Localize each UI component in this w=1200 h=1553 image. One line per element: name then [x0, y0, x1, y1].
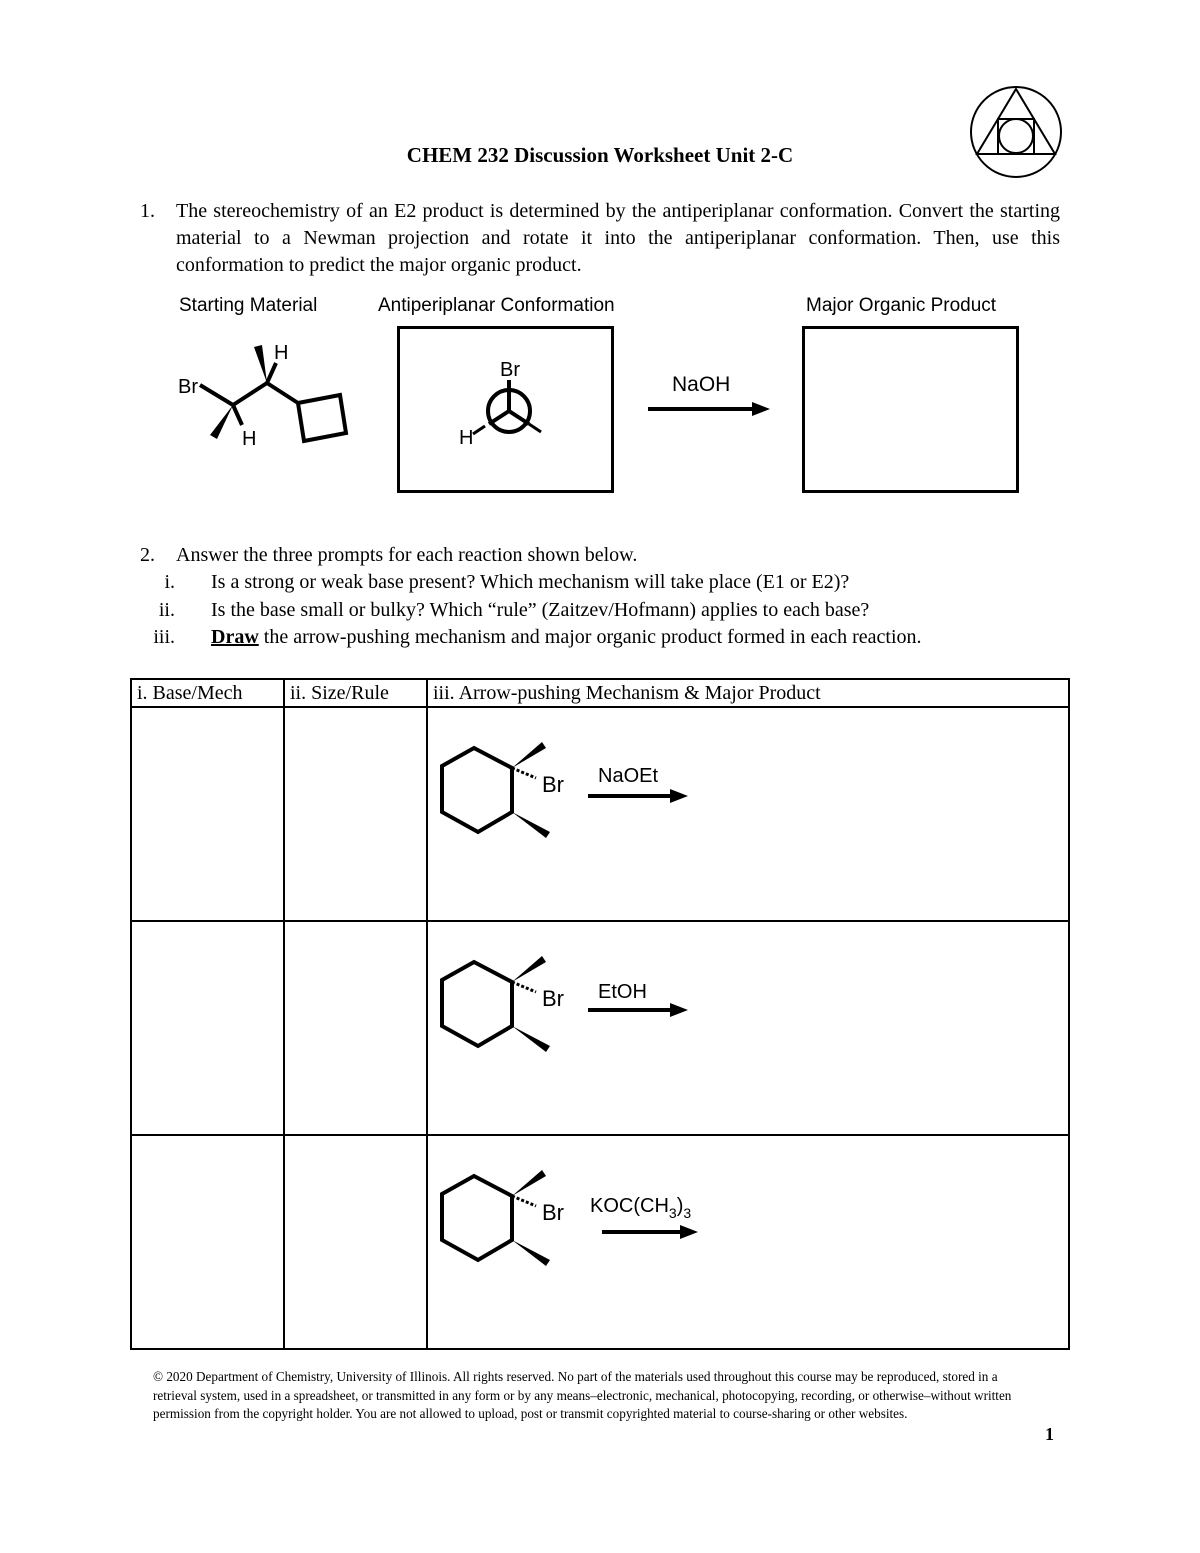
newman-projection: [397, 326, 614, 493]
reaction-scheme: [428, 1136, 748, 1276]
question-1-number: 1.: [140, 200, 155, 222]
question-1-text: The stereochemistry of an E2 product is determined by the antiperiplanar conformation. Convert the starting material to a Newman projection and rotate it into the antiperiplanar conformation. Then, use this conformation to predict the major organic product.: [176, 200, 1060, 276]
prompt-text: Is a strong or weak base present? Which mechanism will take place (E1 or E2)?: [211, 571, 850, 593]
atom-h-label: H: [274, 342, 289, 364]
table-header-row: [131, 679, 1069, 707]
question-2: [140, 544, 637, 567]
atom-br-label: Br: [542, 772, 564, 797]
base-mech-cell[interactable]: [131, 921, 284, 1135]
starting-material-structure: [170, 335, 370, 455]
major-product-answer-box[interactable]: [802, 326, 1019, 493]
question-1: [140, 198, 1060, 279]
atom-h-label: H: [459, 427, 474, 449]
atom-h-label: H: [242, 428, 257, 450]
table-header: ii. Size/Rule: [284, 679, 427, 707]
prompt-text: the arrow-pushing mechanism and major organic product formed in each reaction.: [258, 626, 922, 648]
reaction-scheme: [428, 708, 728, 848]
size-rule-cell[interactable]: [284, 707, 427, 921]
question-2-text: Answer the three prompts for each reaction shown below.: [176, 544, 638, 566]
mechanism-cell[interactable]: [427, 1135, 1069, 1349]
table-row: [131, 1135, 1069, 1349]
base-mech-cell[interactable]: [131, 1135, 284, 1349]
answer-table: [130, 678, 1070, 1350]
reagent-label: NaOEt: [598, 765, 659, 787]
major-product-label: Major Organic Product: [806, 295, 997, 316]
reaction-scheme: [428, 922, 728, 1062]
copyright-footer: © 2020 Department of Chemistry, University of Illinois. All rights reserved. No part of the materials used throughout this course may be reproduced, stored in a retrieval system, used in a spreadsheet, or transmitted in any form or by any means–electronic, mechanical, photocopying, recording, or otherwise–without written permission from the copyright holder. You are not allowed to upload, post or transmit copyrighted material to course-sharing or other websites.: [153, 1369, 1012, 1421]
question-2-number: 2.: [140, 544, 155, 566]
reaction-arrow: [646, 400, 776, 420]
atom-br-label: Br: [500, 359, 520, 381]
prompt-text: Is the base small or bulky? Which “rule” (Zaitzev/Hofmann) applies to each base?: [211, 599, 870, 621]
base-mech-cell[interactable]: [131, 707, 284, 921]
reagent-label: EtOH: [598, 981, 647, 1003]
table-row: [131, 707, 1069, 921]
atom-br-label: Br: [542, 1200, 564, 1225]
size-rule-cell[interactable]: [284, 921, 427, 1135]
antiperiplanar-label: Antiperiplanar Conformation: [378, 295, 615, 316]
atom-br-label: Br: [542, 986, 564, 1011]
prompt-number: ii.: [158, 599, 175, 621]
prompt-number: i.: [164, 571, 175, 593]
prompt-bold-word: Draw: [211, 626, 259, 648]
table-header: i. Base/Mech: [131, 679, 284, 707]
atom-br-label: Br: [178, 376, 198, 398]
mechanism-cell[interactable]: [427, 921, 1069, 1135]
size-rule-cell[interactable]: [284, 1135, 427, 1349]
prompt-number: iii.: [153, 626, 175, 648]
page-number: 1: [1045, 1424, 1054, 1444]
table-row: [131, 921, 1069, 1135]
table-header: iii. Arrow-pushing Mechanism & Major Product: [427, 679, 1069, 707]
starting-material-label: Starting Material: [179, 295, 318, 316]
reagent-label: $KOC(CH_3)_3$: [590, 1195, 692, 1221]
page-title: CHEM 232 Discussion Worksheet Unit 2-C: [406, 143, 794, 167]
mechanism-cell[interactable]: [427, 707, 1069, 921]
reagent-label: NaOH: [672, 373, 731, 396]
